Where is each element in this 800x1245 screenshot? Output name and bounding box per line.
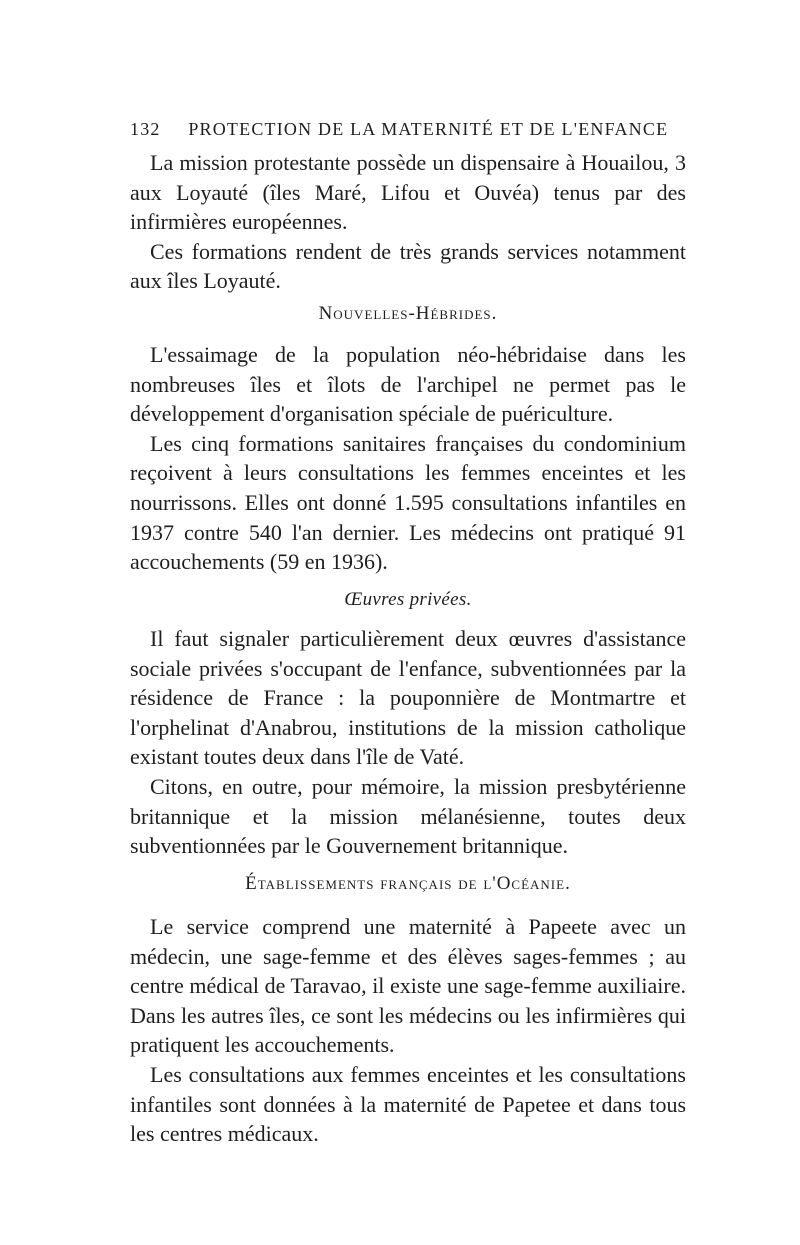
paragraph: Citons, en outre, pour mémoire, la mission presbytérienne britannique et la mission mélanésienne, toutes deux subventionnées par le Gouvernement britannique.	[130, 773, 686, 859]
paragraph: Les consultations aux femmes enceintes et les consultations infantiles sont données à la maternité de Papetee et dans tous les centres médicaux.	[130, 1061, 686, 1147]
section-heading-oceanie: Établissements français de l'Océanie.	[245, 873, 571, 894]
oeuvres-privees-section	[130, 624, 686, 861]
running-head	[130, 118, 685, 140]
paragraph: Le service comprend une maternité à Papeete avec un médecin, une sage-femme et des élèves sages-femmes ; au centre médical de Taravao, il existe une sage-femme auxiliaire. Dans les autres îles, ce sont les médecins ou les infirmières qui pratiquent les accouchements.	[130, 914, 686, 1058]
section-heading-nouvelles-hebrides: Nouvelles-Hébrides.	[318, 303, 498, 324]
section-heading-oeuvres-privees: Œuvres privées.	[344, 589, 472, 610]
nouvelles-hebrides-section	[130, 340, 686, 577]
oceanie-section	[130, 912, 686, 1149]
page-number: 132	[130, 119, 161, 139]
running-title: PROTECTION DE LA MATERNITÉ ET DE L'ENFANCE	[188, 119, 669, 139]
intro-section	[130, 148, 686, 296]
paragraph: L'essaimage de la population néo-hébridaise dans les nombreuses îles et îlots de l'archipel ne permet pas le développement d'organisation spéciale de puériculture.	[130, 342, 686, 427]
paragraph: Les cinq formations sanitaires françaises du condominium reçoivent à leurs consultations les femmes enceintes et les nourrissons. Elles ont donné 1.595 consultations infantiles en 1937 contre 540 l'an dernier. Les médecins ont pratiqué 91 accouchements (59 en 1936).	[130, 430, 686, 575]
paragraph: Ces formations rendent de très grands services notamment aux îles Loyauté.	[130, 238, 686, 294]
paragraph: Il faut signaler particulièrement deux œuvres d'assistance sociale privées s'occupant de l'enfance, subventionnées par la résidence de France : la pouponnière de Montmartre et l'orphelinat d'Anabrou, institutions de la mission catholique existant toutes deux dans l'île de Vaté.	[130, 626, 686, 770]
paragraph: La mission protestante possède un dispensaire à Houailou, 3 aux Loyauté (îles Maré, Lifou et Ouvéa) tenus par des infirmières européennes.	[130, 150, 686, 235]
